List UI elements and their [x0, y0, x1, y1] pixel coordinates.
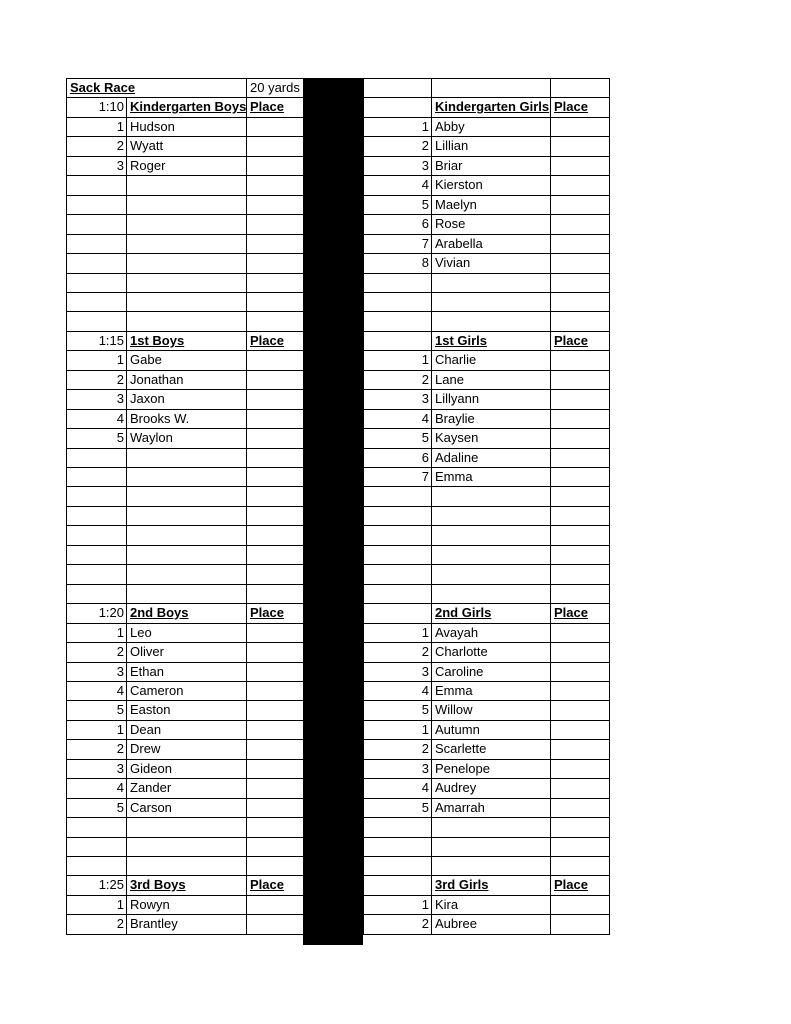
boys-lane-number	[66, 253, 127, 274]
girls-place-cell	[550, 428, 610, 449]
boys-group-title: Kindergarten Boys	[126, 97, 247, 118]
boys-name	[126, 486, 247, 507]
girls-place-cell	[550, 175, 610, 196]
girls-place-header: Place	[550, 603, 610, 624]
girls-group-title: 3rd Girls	[431, 875, 551, 896]
boys-place-cell	[246, 486, 304, 507]
boys-place-cell	[246, 214, 304, 235]
boys-name	[126, 195, 247, 215]
girls-lane-number: 7	[363, 234, 432, 254]
boys-lane-number: 5	[66, 428, 127, 449]
boys-place-cell	[246, 564, 304, 585]
boys-lane-number: 1	[66, 895, 127, 915]
girls-name: Maelyn	[431, 195, 551, 215]
boys-place-cell	[246, 175, 304, 196]
girls-lane-number: 5	[363, 700, 432, 721]
girls-place-cell	[550, 78, 610, 98]
boys-place-header: Place	[246, 97, 304, 118]
boys-name: Roger	[126, 156, 247, 176]
girls-name	[431, 486, 551, 507]
boys-lane-number: 2	[66, 370, 127, 390]
girls-lane-number: 2	[363, 370, 432, 390]
girls-place-cell	[550, 914, 610, 935]
boys-place-cell	[246, 545, 304, 565]
boys-place-cell	[246, 370, 304, 390]
boys-lane-number	[66, 545, 127, 565]
boys-name: Ethan	[126, 662, 247, 682]
boys-lane-number: 5	[66, 700, 127, 721]
girls-group-title: Kindergarten Girls	[431, 97, 551, 118]
boys-lane-number: 2	[66, 739, 127, 760]
girls-place-cell	[550, 195, 610, 215]
girls-lane-number: 1	[363, 350, 432, 371]
girls-name: Amarrah	[431, 798, 551, 818]
girls-name	[431, 311, 551, 332]
boys-lane-number	[66, 506, 127, 526]
boys-place-cell	[246, 311, 304, 332]
girls-name: Lillyann	[431, 389, 551, 410]
girls-place-cell	[550, 700, 610, 721]
girls-name: Kira	[431, 895, 551, 915]
boys-group-title: 2nd Boys	[126, 603, 247, 624]
girls-name: Avayah	[431, 623, 551, 643]
girls-name	[431, 564, 551, 585]
boys-name: Jonathan	[126, 370, 247, 390]
boys-name	[126, 175, 247, 196]
girls-lane-number	[363, 273, 432, 293]
boys-lane-number	[66, 214, 127, 235]
boys-lane-number	[66, 584, 127, 604]
girls-place-cell	[550, 778, 610, 799]
girls-name: Lane	[431, 370, 551, 390]
boys-place-cell	[246, 720, 304, 740]
girls-place-cell	[550, 739, 610, 760]
girls-lane-number	[363, 603, 432, 624]
girls-name: Braylie	[431, 409, 551, 429]
heat-time: 1:25	[66, 875, 127, 896]
boys-name	[126, 837, 247, 857]
boys-place-cell	[246, 506, 304, 526]
boys-lane-number: 1	[66, 117, 127, 137]
boys-name: Dean	[126, 720, 247, 740]
girls-name: Briar	[431, 156, 551, 176]
girls-name: Arabella	[431, 234, 551, 254]
girls-name: Adaline	[431, 448, 551, 468]
boys-lane-number: 2	[66, 136, 127, 157]
boys-place-cell	[246, 467, 304, 487]
boys-name: Zander	[126, 778, 247, 799]
boys-name	[126, 506, 247, 526]
girls-name: Abby	[431, 117, 551, 137]
boys-place-cell	[246, 292, 304, 312]
boys-name: Easton	[126, 700, 247, 721]
boys-name	[126, 292, 247, 312]
heat-time: 1:10	[66, 97, 127, 118]
girls-name	[431, 525, 551, 546]
girls-lane-number: 5	[363, 195, 432, 215]
boys-lane-number	[66, 292, 127, 312]
boys-lane-number: 4	[66, 409, 127, 429]
girls-place-header: Place	[550, 875, 610, 896]
boys-group-title: 1st Boys	[126, 331, 247, 351]
girls-lane-number: 7	[363, 467, 432, 487]
girls-lane-number: 1	[363, 720, 432, 740]
boys-place-cell	[246, 856, 304, 876]
girls-lane-number: 3	[363, 759, 432, 779]
girls-name	[431, 837, 551, 857]
girls-place-cell	[550, 720, 610, 740]
girls-lane-number: 4	[363, 175, 432, 196]
boys-place-cell	[246, 895, 304, 915]
girls-lane-number: 3	[363, 662, 432, 682]
boys-group-title: 3rd Boys	[126, 875, 247, 896]
boys-lane-number	[66, 448, 127, 468]
boys-name	[126, 564, 247, 585]
boys-name: Brooks W.	[126, 409, 247, 429]
girls-place-cell	[550, 564, 610, 585]
girls-place-cell	[550, 156, 610, 176]
girls-lane-number: 3	[363, 156, 432, 176]
girls-name: Aubree	[431, 914, 551, 935]
boys-name	[126, 234, 247, 254]
boys-place-cell	[246, 234, 304, 254]
boys-place-cell	[246, 623, 304, 643]
girls-name	[431, 506, 551, 526]
girls-name: Emma	[431, 467, 551, 487]
girls-place-cell	[550, 253, 610, 274]
girls-lane-number	[363, 837, 432, 857]
girls-place-cell	[550, 389, 610, 410]
girls-place-cell	[550, 584, 610, 604]
girls-place-cell	[550, 662, 610, 682]
girls-place-cell	[550, 817, 610, 838]
distance-label: 20 yards	[246, 78, 304, 98]
girls-lane-number	[363, 817, 432, 838]
girls-place-cell	[550, 642, 610, 663]
boys-place-cell	[246, 389, 304, 410]
girls-place-cell	[550, 409, 610, 429]
boys-place-cell	[246, 837, 304, 857]
girls-lane-number: 6	[363, 448, 432, 468]
girls-lane-number	[363, 486, 432, 507]
girls-lane-number	[363, 856, 432, 876]
heat-time: 1:15	[66, 331, 127, 351]
boys-name: Cameron	[126, 681, 247, 701]
girls-lane-number: 4	[363, 681, 432, 701]
girls-lane-number: 6	[363, 214, 432, 235]
girls-lane-number	[363, 545, 432, 565]
boys-place-cell	[246, 759, 304, 779]
girls-lane-number	[363, 331, 432, 351]
boys-place-cell	[246, 448, 304, 468]
girls-lane-number: 2	[363, 739, 432, 760]
boys-place-cell	[246, 700, 304, 721]
boys-lane-number: 2	[66, 914, 127, 935]
girls-place-cell	[550, 506, 610, 526]
boys-place-cell	[246, 739, 304, 760]
girls-place-cell	[550, 525, 610, 546]
girls-name	[431, 292, 551, 312]
girls-place-cell	[550, 681, 610, 701]
girls-place-cell	[550, 759, 610, 779]
girls-place-header: Place	[550, 331, 610, 351]
girls-lane-number	[363, 97, 432, 118]
girls-lane-number: 5	[363, 428, 432, 449]
girls-lane-number	[363, 78, 432, 98]
boys-lane-number: 4	[66, 778, 127, 799]
girls-lane-number	[363, 564, 432, 585]
girls-place-cell	[550, 234, 610, 254]
girls-name: Penelope	[431, 759, 551, 779]
girls-lane-number: 2	[363, 136, 432, 157]
boys-lane-number	[66, 837, 127, 857]
girls-name: Audrey	[431, 778, 551, 799]
girls-place-cell	[550, 292, 610, 312]
boys-lane-number: 5	[66, 798, 127, 818]
boys-lane-number: 1	[66, 350, 127, 371]
boys-lane-number	[66, 856, 127, 876]
boys-name: Drew	[126, 739, 247, 760]
girls-lane-number: 4	[363, 409, 432, 429]
boys-lane-number: 3	[66, 389, 127, 410]
boys-lane-number: 2	[66, 642, 127, 663]
boys-place-cell	[246, 642, 304, 663]
girls-name	[431, 584, 551, 604]
boys-name: Oliver	[126, 642, 247, 663]
boys-place-cell	[246, 681, 304, 701]
boys-name	[126, 214, 247, 235]
girls-lane-number: 1	[363, 895, 432, 915]
center-divider-bar	[303, 78, 363, 945]
girls-place-cell	[550, 448, 610, 468]
boys-name: Brantley	[126, 914, 247, 935]
girls-place-cell	[550, 370, 610, 390]
boys-place-cell	[246, 525, 304, 546]
boys-lane-number	[66, 525, 127, 546]
girls-place-header: Place	[550, 97, 610, 118]
girls-place-cell	[550, 486, 610, 507]
girls-lane-number: 5	[363, 798, 432, 818]
boys-lane-number: 4	[66, 681, 127, 701]
boys-lane-number	[66, 311, 127, 332]
boys-place-cell	[246, 117, 304, 137]
boys-name	[126, 253, 247, 274]
boys-name	[126, 448, 247, 468]
boys-name: Rowyn	[126, 895, 247, 915]
girls-name: Willow	[431, 700, 551, 721]
boys-place-cell	[246, 136, 304, 157]
boys-place-cell	[246, 778, 304, 799]
boys-place-cell	[246, 817, 304, 838]
boys-lane-number: 3	[66, 759, 127, 779]
girls-place-cell	[550, 311, 610, 332]
boys-place-cell	[246, 428, 304, 449]
boys-lane-number	[66, 273, 127, 293]
boys-name: Gabe	[126, 350, 247, 371]
girls-name: Lillian	[431, 136, 551, 157]
boys-lane-number	[66, 175, 127, 196]
girls-place-cell	[550, 214, 610, 235]
boys-lane-number: 1	[66, 720, 127, 740]
boys-place-cell	[246, 584, 304, 604]
boys-name	[126, 856, 247, 876]
boys-name: Gideon	[126, 759, 247, 779]
boys-lane-number	[66, 467, 127, 487]
girls-name: Charlie	[431, 350, 551, 371]
girls-lane-number: 8	[363, 253, 432, 274]
boys-place-header: Place	[246, 603, 304, 624]
boys-place-header: Place	[246, 875, 304, 896]
boys-name	[126, 467, 247, 487]
girls-lane-number: 3	[363, 389, 432, 410]
boys-lane-number	[66, 234, 127, 254]
boys-lane-number	[66, 817, 127, 838]
boys-name: Leo	[126, 623, 247, 643]
boys-place-cell	[246, 798, 304, 818]
sheet-title: Sack Race	[66, 78, 247, 98]
girls-name	[431, 273, 551, 293]
boys-lane-number	[66, 564, 127, 585]
girls-place-cell	[550, 136, 610, 157]
girls-name: Emma	[431, 681, 551, 701]
girls-lane-number: 1	[363, 623, 432, 643]
boys-place-cell	[246, 914, 304, 935]
boys-lane-number: 3	[66, 662, 127, 682]
girls-place-cell	[550, 467, 610, 487]
girls-name: Rose	[431, 214, 551, 235]
boys-place-cell	[246, 253, 304, 274]
girls-place-cell	[550, 350, 610, 371]
girls-lane-number	[363, 875, 432, 896]
boys-name	[126, 273, 247, 293]
girls-lane-number: 2	[363, 642, 432, 663]
boys-place-cell	[246, 662, 304, 682]
girls-place-cell	[550, 623, 610, 643]
boys-name	[126, 311, 247, 332]
girls-place-cell	[550, 273, 610, 293]
girls-name: Vivian	[431, 253, 551, 274]
girls-lane-number	[363, 311, 432, 332]
girls-name: Kaysen	[431, 428, 551, 449]
girls-name	[431, 78, 551, 98]
boys-name	[126, 525, 247, 546]
boys-place-cell	[246, 156, 304, 176]
girls-lane-number	[363, 584, 432, 604]
boys-place-cell	[246, 409, 304, 429]
boys-name: Jaxon	[126, 389, 247, 410]
boys-place-cell	[246, 273, 304, 293]
boys-name	[126, 817, 247, 838]
boys-lane-number	[66, 486, 127, 507]
girls-place-cell	[550, 895, 610, 915]
girls-place-cell	[550, 798, 610, 818]
girls-name: Charlotte	[431, 642, 551, 663]
boys-lane-number: 3	[66, 156, 127, 176]
girls-lane-number: 1	[363, 117, 432, 137]
girls-place-cell	[550, 837, 610, 857]
boys-place-header: Place	[246, 331, 304, 351]
boys-name	[126, 584, 247, 604]
girls-lane-number	[363, 292, 432, 312]
girls-lane-number	[363, 525, 432, 546]
girls-place-cell	[550, 856, 610, 876]
girls-name: Scarlette	[431, 739, 551, 760]
girls-name: Kierston	[431, 175, 551, 196]
boys-name	[126, 545, 247, 565]
girls-place-cell	[550, 545, 610, 565]
boys-place-cell	[246, 195, 304, 215]
boys-name: Carson	[126, 798, 247, 818]
boys-name: Hudson	[126, 117, 247, 137]
boys-lane-number: 1	[66, 623, 127, 643]
boys-name: Wyatt	[126, 136, 247, 157]
girls-place-cell	[550, 117, 610, 137]
boys-place-cell	[246, 350, 304, 371]
girls-lane-number: 4	[363, 778, 432, 799]
girls-name	[431, 545, 551, 565]
boys-lane-number	[66, 195, 127, 215]
girls-name: Caroline	[431, 662, 551, 682]
boys-name: Waylon	[126, 428, 247, 449]
girls-group-title: 1st Girls	[431, 331, 551, 351]
girls-name	[431, 817, 551, 838]
girls-name	[431, 856, 551, 876]
girls-group-title: 2nd Girls	[431, 603, 551, 624]
girls-lane-number	[363, 506, 432, 526]
heat-time: 1:20	[66, 603, 127, 624]
girls-name: Autumn	[431, 720, 551, 740]
girls-lane-number: 2	[363, 914, 432, 935]
